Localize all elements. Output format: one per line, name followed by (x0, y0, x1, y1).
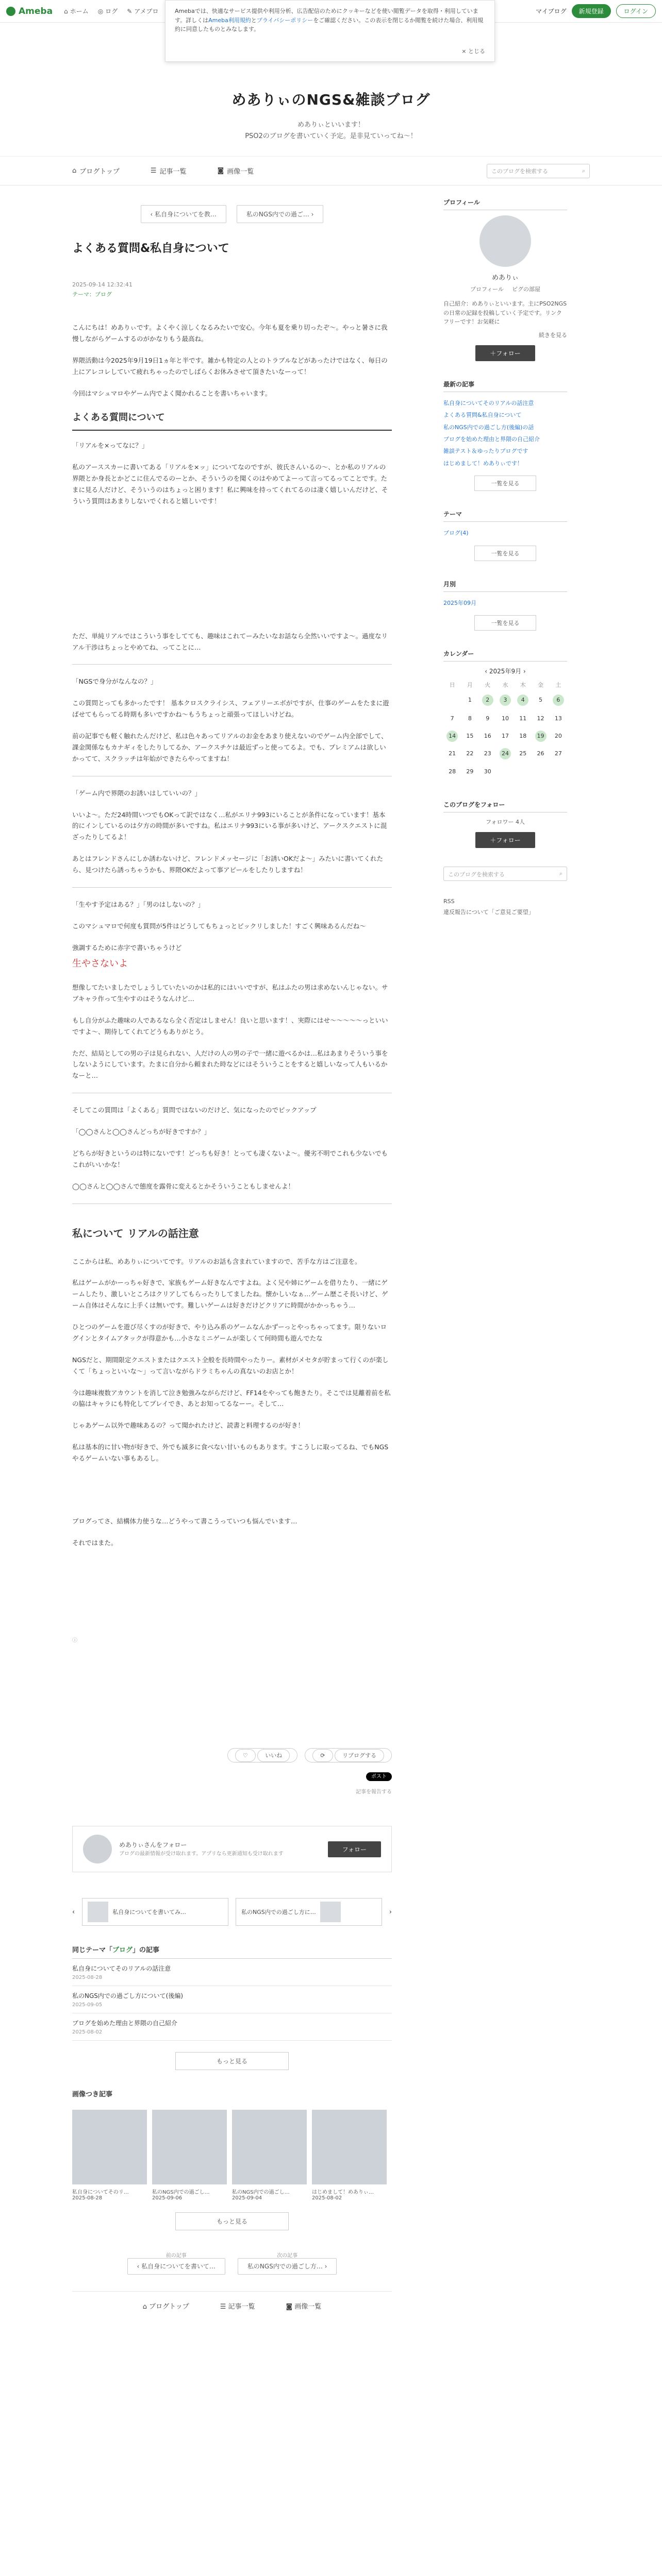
search-icon: ⌕ (559, 870, 562, 877)
cookie-notice: Amebaでは、快適なサービス提供や利用分析、広告配信のためにクッキーなどを使い閲覧データを取得・利用しています。詳しくはAmeba利用規約とプライバシーポリシーをご確認ください。この表示を閉じるか閲覧を続けた場合、利用規約に同意したものとみなします。 × とじる (165, 0, 495, 62)
follow-name: めありぃさんをフォロー (119, 1841, 187, 1849)
recent-box (443, 380, 567, 491)
divider (72, 887, 392, 888)
calendar-day[interactable]: 14 (446, 731, 458, 742)
calendar-day: 29 (466, 768, 474, 775)
blog-subtitle-1: めありぃといいます！ (297, 121, 365, 129)
nav-home[interactable]: ⌂ ホーム (64, 7, 89, 15)
emphasis-text: 生やさないよ (72, 958, 128, 969)
home-icon: ⌂ (64, 7, 68, 15)
recent-item[interactable]: ブログを始めた理由と界隈の自己紹介 (443, 435, 540, 443)
paragraph: 私はゲームがかーっちゃ好きで、家族もゲーム好きなんですよね。よく兄や姉にゲームを借りたり、一緒にゲームしたり、激しいところはクリアしてもらったりしてましたね。懐かしいなぁ…ゲーム歴こそ長いけど、ゲーム自体はそんなに上手くは無いです。難しいゲームは好きだけどクリアに時間がかかっちゃう… (72, 1279, 388, 1310)
calendar-day[interactable]: 2 (482, 694, 493, 706)
weekday: 水 (502, 681, 508, 688)
profile-box (443, 198, 567, 361)
calendar-title: カレンダー (443, 649, 567, 662)
blog-nav (0, 157, 662, 185)
profile-title: プロフィール (443, 198, 567, 210)
follow-button[interactable]: フォロー (328, 1841, 381, 1857)
recent-more-button[interactable]: 一覧を見る (474, 476, 536, 491)
question: 「ゲーム内で界隈のお誘いはしていいの？」 (72, 789, 202, 797)
paragraph: ひとつのゲームを遊び尽くすのが好きで、やり込み系のゲームなんかずーっとやっちゃってます。限りないログインとタイムアタックが得意かも…小さなミニゲームが楽しくて何時間も遊んでたな (72, 1323, 387, 1342)
theme-box (443, 510, 567, 561)
image-placeholder (72, 517, 392, 631)
profile-desc: 自己紹介：めありぃといいます。主にPSO2NGSの日常の記録を投稿していく予定です。リンクフリーです！お気軽に (443, 300, 567, 326)
report-info-link[interactable]: 違反報告について「ご意見ご要望」 (443, 908, 534, 916)
calendar-day: 18 (519, 732, 527, 739)
month-more-button[interactable]: 一覧を見る (474, 615, 536, 631)
more-theme-button[interactable]: もっと見る (175, 2052, 289, 2070)
paragraph: こんにちは！めありぃです。よくやく涼しくなるみたいで安心。今年も夏を乗り切ったぞ～。やっと暑さに我慢しながらゲームするのがかなりもう最高ね。 (72, 324, 388, 343)
follow-card (72, 1826, 392, 1872)
share-x-button[interactable]: ポスト (366, 1772, 392, 1781)
calendar-day (500, 766, 511, 777)
article-date: 2025-09-14 12:32:41 (72, 281, 133, 288)
weekday: 日 (449, 681, 455, 688)
profile-name[interactable]: めありぃ (491, 274, 519, 282)
entry-list-link[interactable]: ☰ 記事一覧 (150, 167, 187, 176)
paragraph: そしてこの質問は「よくある」質問ではないのだけど、気になったのでピックアップ (72, 1106, 317, 1114)
prev-label: 前の記事 (166, 2253, 187, 2259)
top-bar (0, 0, 662, 55)
blank-space (72, 1559, 392, 1636)
image-article[interactable]: 私自身についてそのリ… 2025-08-28 (72, 2110, 147, 2201)
image-list-link[interactable]: ◙ 画像一覧 (217, 167, 254, 176)
calendar-day: 5 (539, 697, 543, 704)
calendar-box (443, 649, 567, 782)
log-icon: ◎ (97, 7, 104, 15)
calendar-day: 9 (486, 715, 490, 722)
privacy-link[interactable]: プライバシーポリシー (256, 16, 313, 24)
calendar-table (443, 679, 567, 782)
paragraph: 今は趣味複数アカウントを消して泣き勉強みながらだけど、FF14をやっても飽きたり。そこでは見離着前を私の脇はキャラにも特化してプレイでき、あとお知ってるなーー。そして… (72, 1388, 391, 1408)
weekday: 火 (485, 681, 491, 688)
thumbnail (320, 1902, 341, 1922)
info-icon: ⓘ (72, 1637, 77, 1643)
question: 「◯◯さんと◯◯さんどっちが好きですか？」 (72, 1128, 211, 1136)
follow-box-title: このブログをフォロー (443, 800, 567, 812)
paragraph: 強調するために赤字で書いちゃうけど (72, 943, 182, 952)
logo-icon (6, 7, 15, 16)
next-article-button[interactable]: 私のNGS内での過ご… › (237, 205, 324, 223)
recent-item[interactable]: 私自身についてそのリアルの話注意 (443, 399, 534, 406)
calendar-day: 20 (554, 732, 562, 739)
list-icon: ☰ (150, 167, 157, 175)
month-item[interactable]: 2025年09月 (443, 599, 476, 606)
paragraph: ここからは私、めありぃについてです。リアルのお話も含まれていますので、苦手な方はご注意を。 (72, 1257, 361, 1265)
calendar-day: 1 (468, 697, 472, 704)
paragraph: ◯◯さんと◯◯さんで態度を露骨に変えるとかそういうこともしませんよ！ (72, 1182, 294, 1190)
chevron-left-icon[interactable]: ‹ (72, 1908, 75, 1916)
bottom-nav (72, 2291, 392, 2311)
blog-title[interactable]: めありぃのNGS&雑談ブログ (231, 91, 431, 108)
calendar-day: 10 (501, 715, 509, 722)
calendar-day: 26 (537, 750, 544, 757)
blog-search-input[interactable]: このブログを検索する ⌕ (487, 164, 590, 178)
month-box (443, 580, 567, 631)
nav-log[interactable]: ◎ ログ (97, 7, 118, 15)
calendar-day: 11 (519, 715, 527, 722)
calendar-day: 23 (484, 750, 491, 757)
sidebar-follow-button[interactable]: ＋フォロー (475, 345, 535, 361)
calendar-day: 27 (554, 750, 562, 757)
camera-icon: ◙ (217, 167, 224, 175)
paragraph: じゃあゲーム以外で趣味あるの？って聞かれたけど、読書と料理するのが好き！ (72, 1421, 305, 1430)
theme-title: テーマ (443, 510, 567, 522)
paragraph: このマシュマロで何度も質問が5件はどうしてもちょっとビックリしました！すごく興味あるんだね〜 (72, 922, 366, 930)
blog-icon: ✎ (127, 7, 133, 15)
sidebar (443, 198, 567, 2311)
prev-article-button[interactable]: ‹ 私自身についてを教… (141, 205, 226, 223)
calendar-day: 16 (484, 732, 491, 739)
paragraph: 今回はマシュマロやゲーム内でよく聞かれることを書いちゃいます。 (72, 389, 272, 397)
calendar-day: 12 (537, 715, 544, 722)
paragraph: この質問とっても多かったです！ 基本クロスクライシス、フェアリーエボがですが、仕事のゲームをたまに遊ばせてもらってる時期も多いですかね〜もうちょっと頑張ってほしいけどね。 (72, 699, 389, 719)
month-title: 月別 (443, 580, 567, 592)
search-icon: ⌕ (582, 167, 585, 174)
recent-title: 最新の記事 (443, 380, 567, 392)
paragraph: 私のアーススカーに書いてある「リアルを×ッ」についてなのですが、彼氏さんいるの～、とか私のリアルの界隈とか身長とかどこに住んでるのーとか、そういうのを聞くのはやめてよーって言ってるってことです。たまに見る人だけど、そういうのはちょっと困ります！私に興味を持ってくれてるのは凄く嬉しいんだけど、そういう質問はあまりしないでくれると嬉しいです！ (72, 463, 388, 505)
paragraph: あとはフレンドさんにしか誘わないけど、フレンドメッセージに「お誘いOKだよ〜」みたいに書いてくれたら、見つけたら誘っちゃうかも、界隈OKだよって事アピールをしたりしますね！ (72, 855, 384, 874)
related-prev[interactable]: 私自身についてを書いてみ… (82, 1898, 228, 1926)
bottom-image-list[interactable]: ◙ 画像一覧 (286, 2303, 322, 2311)
my-blog-link[interactable]: マイブログ (536, 8, 567, 15)
pigg-room-link[interactable]: ピグの部屋 (511, 286, 540, 293)
notice-close-button[interactable]: × とじる (461, 48, 485, 55)
list-item[interactable]: ブログを始めた理由と界隈の自己紹介 2025-08-02 (72, 2013, 392, 2041)
paragraph: 前の記事でも軽く触れたんだけど、私は色々あってリアルのお金をあまり使えないのでゲーム内全部でして、課金関係なもカナギィをしたりしてるか、アークスチケは最近ずっと使ってるよ。でも、プレミアムは欲しいかってて、スクラッチは年始ができたらやってますね！ (72, 732, 388, 762)
weekday: 土 (555, 681, 561, 688)
calendar-day: 21 (449, 750, 456, 757)
chevron-right-icon[interactable]: › (389, 1908, 392, 1916)
paragraph: それではまた。 (72, 1538, 118, 1547)
follow-box-button[interactable]: ＋フォロー (475, 832, 535, 848)
profile-more-link[interactable]: 続きを見る (539, 331, 567, 338)
calendar-day[interactable]: 19 (535, 731, 547, 742)
weekday: 月 (467, 681, 473, 688)
calendar-day: 28 (449, 768, 456, 775)
recent-item[interactable]: よくある質問&私自身について (443, 412, 522, 419)
related-next[interactable]: 私のNGS内での過ごし方に… (236, 1898, 382, 1926)
section-heading: 私について リアルの話注意 (72, 1227, 199, 1240)
recent-item[interactable]: 私のNGS内での過ごし方(後編)の話 (443, 423, 534, 431)
calendar-day[interactable]: 4 (517, 694, 528, 706)
follow-box (443, 800, 567, 848)
calendar-day[interactable]: 6 (553, 694, 564, 706)
heart-icon: ♡ (235, 1749, 256, 1762)
question: 「生やす予定はある？」「男のはしないの？」 (72, 900, 205, 908)
calendar-month: ‹ 2025年9月 › (485, 667, 526, 675)
list-item[interactable]: 私のNGS内での過ごし方について(後編) 2025-09-05 (72, 1986, 392, 2013)
profile-avatar[interactable] (479, 215, 531, 267)
theme-item[interactable]: ブログ(4) (443, 530, 469, 537)
calendar-day (517, 766, 528, 777)
paragraph: ただ、結局としての男の子は見られない、人だけの人の男の子で一緒に遊べるかは…私はあまりそういう事をしないようにしています。たまに自分から頼まれた時などにはそういうことをすると嬉しいなって人もいるかなーと… (72, 1049, 388, 1080)
image-thumbnail (152, 2110, 227, 2184)
article-title[interactable]: よくある質問&私自身について (72, 242, 229, 255)
section-heading: よくある質問について (72, 410, 392, 431)
paragraph: 私は基本的に甘い物が好きで、外でも滅多に食べない甘いものもあります。すこうしに取ってるね、でもNGSやるゲームいない事もあるし。 (72, 1443, 389, 1462)
home-icon: ⌂ (72, 167, 77, 175)
image-article-row (72, 2110, 392, 2201)
theme-articles-title: 同じテーマ「ブログ」の記事 (72, 1944, 392, 1959)
paragraph: 界隈活動は今2025年9月19日1ヵ年と半です。雑かも特定の人とのトラブルなどがあったけではなく、毎日の上にアレコレしていて疲れちゃったのでしばらくお休みさせて頂きたいなーって！ (72, 357, 388, 376)
paragraph: 想像してたいましたでしょうしていたいのかは私的にはいいですが、私はふたの男は求めないんじゃない。サブキャラ作って生やすのはそうなんけど… (72, 984, 388, 1003)
calendar-day[interactable]: 3 (500, 694, 511, 706)
recent-item[interactable]: 雑談テスト＆ゆったりブログです (443, 448, 528, 455)
rss-link[interactable]: RSS (443, 897, 455, 905)
calendar-day: 17 (501, 732, 509, 739)
blank-space (72, 1475, 392, 1516)
profile-link[interactable]: プロフィール (470, 286, 504, 293)
calendar-day: 15 (466, 732, 474, 739)
calendar-day: 8 (468, 715, 472, 722)
article-column (72, 198, 392, 2311)
list-item[interactable]: 私自身についてそのリアルの話注意 2025-08-28 (72, 1959, 392, 1986)
question: 「リアルを×ってなに？」 (72, 442, 148, 450)
image-articles-title: 画像つき記事 (72, 2091, 113, 2099)
login-button[interactable]: ログイン (616, 4, 656, 18)
follower-count[interactable]: フォロワー 4人 (486, 818, 525, 825)
question: 「NGSで身分がなんなの？」 (72, 677, 157, 686)
reblog-icon: ⟳ (312, 1749, 333, 1762)
thumbnail (88, 1902, 108, 1922)
calendar-day (446, 694, 458, 705)
divider (72, 664, 392, 665)
article-theme[interactable]: テーマ：ブログ (72, 291, 112, 298)
theme-article-list (72, 1959, 392, 2041)
paragraph: ただ、単純リアルではこういう事をしてても、趣味はこれてーみたいなお話なら全然いいですよ〜。過度なリアル干渉はちょっとやめてね、ってことに… (72, 632, 388, 651)
calendar-day (553, 766, 564, 777)
image-article[interactable]: はじめまして！めありぃ… 2025-08-02 (312, 2110, 387, 2201)
like-button[interactable]: ♡ いいね (227, 1748, 297, 1762)
theme-more-button[interactable]: 一覧を見る (474, 546, 536, 561)
calendar-day (535, 766, 547, 777)
calendar-day: 25 (519, 750, 527, 757)
follow-desc: ブログの最新情報が受け取れます。アプリなら更新通知も受け取れます (119, 1851, 284, 1857)
ameba-logo[interactable]: Ameba (6, 6, 53, 16)
paragraph: ブログってさ、結構体力使うな…どうやって書こうっていつも悩んでいます… (72, 1517, 297, 1525)
bottom-blog-top[interactable]: ⌂ ブログトップ (142, 2303, 189, 2311)
blog-subtitle-2: PSO2のブログを書いていく予定。是非見ていってね～！ (245, 132, 417, 141)
more-image-button[interactable]: もっと見る (175, 2212, 289, 2230)
report-link[interactable]: 記事を報告する (356, 1789, 392, 1795)
avatar (83, 1835, 112, 1863)
image-article[interactable]: 私のNGS内での過ごし… 2025-09-06 (152, 2110, 227, 2201)
reblog-button[interactable]: ⟳ リブログする (305, 1748, 392, 1762)
image-thumbnail (72, 2110, 147, 2184)
bottom-prev-button[interactable]: ‹ 私自身についてを書いて… (127, 2258, 225, 2275)
paragraph: NGSだと、期間限定クエストまたはクエスト全般を長時間やったりー。素材がメセタが貯まって行くのが楽しくて「ちょっといいな～」って言いながらドラミちゃんの真ないのお店とか！ (72, 1355, 389, 1375)
sidebar-search-input[interactable]: このブログを検索する ⌕ (443, 867, 567, 881)
next-label: 次の記事 (277, 2253, 298, 2259)
image-thumbnail (232, 2110, 307, 2184)
image-article[interactable]: 私のNGS内での過ごし… 2025-09-04 (232, 2110, 307, 2201)
weekday: 金 (538, 681, 544, 688)
paragraph: どちらが好きというのは特にないです！どっちも好き！とっても凄くないよ〜。優劣不明でこれも少ないでもこれがいいかな！ (72, 1149, 388, 1168)
calendar-day[interactable]: 24 (500, 748, 511, 759)
signup-button[interactable]: 新規登録 (572, 4, 611, 18)
weekday: 木 (520, 681, 526, 688)
recent-item[interactable]: はじめまして！めありぃです！ (443, 460, 523, 467)
bottom-next-button[interactable]: 私のNGS内での過ごし方… › (238, 2258, 337, 2275)
calendar-day: 30 (484, 768, 491, 775)
calendar-day: 7 (450, 715, 454, 722)
bottom-entry-list[interactable]: ☰ 記事一覧 (220, 2303, 255, 2311)
blog-top-link[interactable]: ⌂ ブログトップ (72, 167, 120, 176)
image-thumbnail (312, 2110, 387, 2184)
paragraph: いいよ〜。ただ24時間いつでもOKって訳ではなく…私がエリナ993にいることが条件になっています！基本的にインしているのは夕方の時間が多いですね。私はエリナ993にいる事が多いけど、アークスクエストに混ざったりしてるよ！ (72, 810, 387, 841)
calendar-day: 13 (554, 715, 562, 722)
nav-ameblo[interactable]: ✎ アメブロ (127, 7, 159, 15)
calendar-day: 22 (466, 750, 474, 757)
paragraph: もし自分がふた趣味の人であるなら全く否定はしません！良いと思います！、実際にはせ～～～～～っといいですよ～、期待してくれてどうもありがとう。 (72, 1016, 388, 1036)
article-body (72, 322, 392, 1645)
terms-link[interactable]: Ameba利用規約 (208, 16, 251, 24)
